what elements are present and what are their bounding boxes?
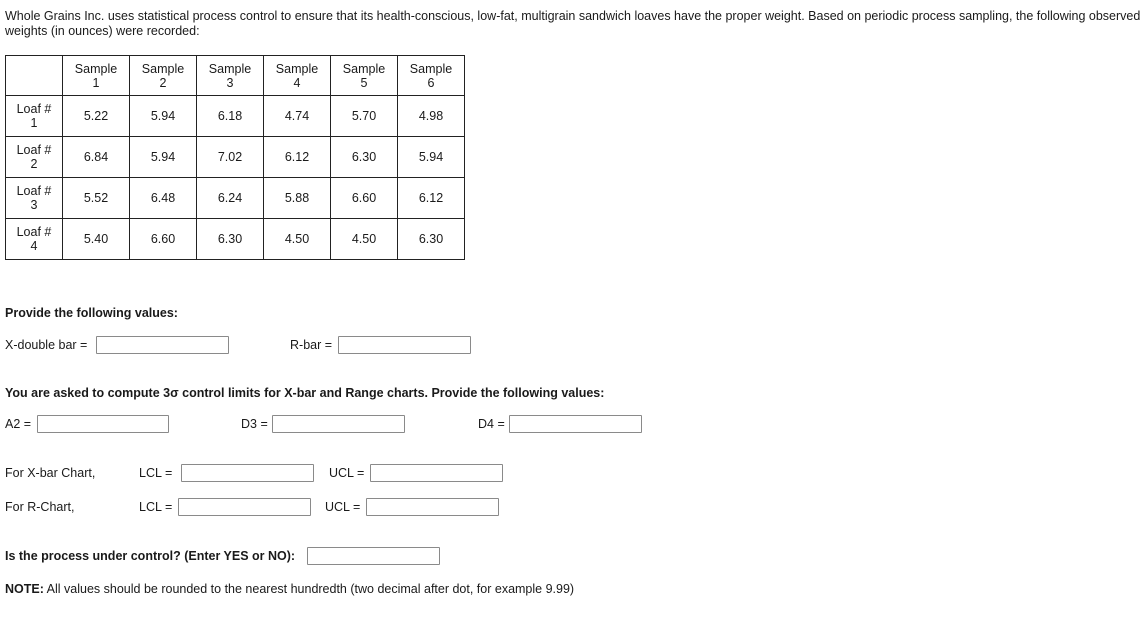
table-row bbox=[6, 137, 465, 178]
xbar-ucl-label: UCL = bbox=[329, 466, 365, 480]
column-header-label: Sample bbox=[275, 61, 319, 76]
note-text: All values should be rounded to the nearest hundredth (two decimal after dot, for example 9.99) bbox=[43, 582, 575, 596]
column-header-label: Sample bbox=[409, 61, 453, 76]
column-header bbox=[130, 56, 197, 96]
table-cell: 6.60 bbox=[130, 219, 197, 260]
table-cell: 5.94 bbox=[130, 137, 197, 178]
control-limits-heading: You are asked to compute 3σ control limits for X-bar and Range charts. Provide the following values: bbox=[5, 386, 605, 400]
column-header-number: 1 bbox=[92, 75, 100, 90]
xdoublebar-input[interactable] bbox=[96, 336, 229, 354]
column-header-number: 2 bbox=[159, 75, 167, 90]
table-cell: 4.98 bbox=[398, 96, 465, 137]
table-cell: 6.60 bbox=[331, 178, 398, 219]
column-header-label: Sample bbox=[74, 61, 118, 76]
row-header bbox=[6, 137, 63, 178]
note-label: NOTE: bbox=[5, 582, 44, 596]
xbar-ucl-input[interactable] bbox=[370, 464, 503, 482]
table-cell: 6.84 bbox=[63, 137, 130, 178]
r-ucl-input[interactable] bbox=[366, 498, 499, 516]
table-cell: 6.30 bbox=[331, 137, 398, 178]
column-header-label: Sample bbox=[342, 61, 386, 76]
a2-input[interactable] bbox=[37, 415, 169, 433]
column-header bbox=[63, 56, 130, 96]
column-header-number: 3 bbox=[226, 75, 234, 90]
row-header-label: Loaf # bbox=[16, 184, 52, 198]
control-question: Is the process under control? (Enter YES or NO): bbox=[5, 549, 296, 563]
xbar-lcl-label: LCL = bbox=[139, 466, 173, 480]
r-lcl-input[interactable] bbox=[178, 498, 311, 516]
column-header bbox=[331, 56, 398, 96]
r-ucl-label: UCL = bbox=[325, 500, 361, 514]
table-cell: 6.30 bbox=[197, 219, 264, 260]
column-header bbox=[197, 56, 264, 96]
row-header-label: Loaf # bbox=[16, 143, 52, 157]
table-cell: 4.74 bbox=[264, 96, 331, 137]
xbar-lcl-input[interactable] bbox=[181, 464, 314, 482]
column-header-label: Sample bbox=[141, 61, 185, 76]
d3-input[interactable] bbox=[272, 415, 405, 433]
weights-table bbox=[5, 55, 465, 260]
note bbox=[5, 582, 574, 596]
d4-label: D4 = bbox=[478, 417, 505, 431]
row-header-number: 3 bbox=[30, 198, 38, 212]
corner-cell bbox=[6, 56, 63, 96]
column-header bbox=[398, 56, 465, 96]
row-header-label: Loaf # bbox=[16, 102, 52, 116]
table-cell: 6.24 bbox=[197, 178, 264, 219]
r-chart-label: For R-Chart, bbox=[5, 500, 75, 514]
row-header bbox=[6, 178, 63, 219]
d4-input[interactable] bbox=[509, 415, 642, 433]
table-cell: 4.50 bbox=[331, 219, 398, 260]
column-header-number: 4 bbox=[293, 75, 301, 90]
control-answer-input[interactable] bbox=[307, 547, 440, 565]
table-cell: 5.94 bbox=[398, 137, 465, 178]
column-header-number: 5 bbox=[360, 75, 368, 90]
d3-label: D3 = bbox=[241, 417, 268, 431]
table-cell: 5.70 bbox=[331, 96, 398, 137]
table-cell: 5.88 bbox=[264, 178, 331, 219]
r-lcl-label: LCL = bbox=[139, 500, 173, 514]
xbar-chart-label: For X-bar Chart, bbox=[5, 466, 96, 480]
column-header-label: Sample bbox=[208, 61, 252, 76]
table-cell: 5.94 bbox=[130, 96, 197, 137]
xdoublebar-label: X-double bar = bbox=[5, 338, 88, 352]
row-header-label: Loaf # bbox=[16, 225, 52, 239]
column-header-number: 6 bbox=[427, 75, 435, 90]
table-row bbox=[6, 96, 465, 137]
a2-label: A2 = bbox=[5, 417, 32, 431]
table-row bbox=[6, 219, 465, 260]
column-header bbox=[264, 56, 331, 96]
table-cell: 6.30 bbox=[398, 219, 465, 260]
row-header-number: 2 bbox=[30, 157, 38, 171]
row-header-number: 1 bbox=[30, 116, 38, 130]
provide-heading: Provide the following values: bbox=[5, 306, 178, 320]
table-cell: 6.48 bbox=[130, 178, 197, 219]
table-cell: 6.12 bbox=[264, 137, 331, 178]
problem-intro: Whole Grains Inc. uses statistical process control to ensure that its health-conscious, low-fat, multigrain sandwich loaves have the proper weight. Based on periodic process sampling, the following observed weights (in ounces) were recorded: bbox=[5, 9, 1141, 38]
rbar-input[interactable] bbox=[338, 336, 471, 354]
table-row bbox=[6, 178, 465, 219]
table-cell: 6.12 bbox=[398, 178, 465, 219]
rbar-label: R-bar = bbox=[290, 338, 333, 352]
table-cell: 5.52 bbox=[63, 178, 130, 219]
table-cell: 6.18 bbox=[197, 96, 264, 137]
row-header-number: 4 bbox=[30, 239, 38, 253]
table-cell: 4.50 bbox=[264, 219, 331, 260]
table-cell: 7.02 bbox=[197, 137, 264, 178]
row-header bbox=[6, 96, 63, 137]
table-cell: 5.22 bbox=[63, 96, 130, 137]
row-header bbox=[6, 219, 63, 260]
table-header-row bbox=[6, 56, 465, 96]
table-cell: 5.40 bbox=[63, 219, 130, 260]
